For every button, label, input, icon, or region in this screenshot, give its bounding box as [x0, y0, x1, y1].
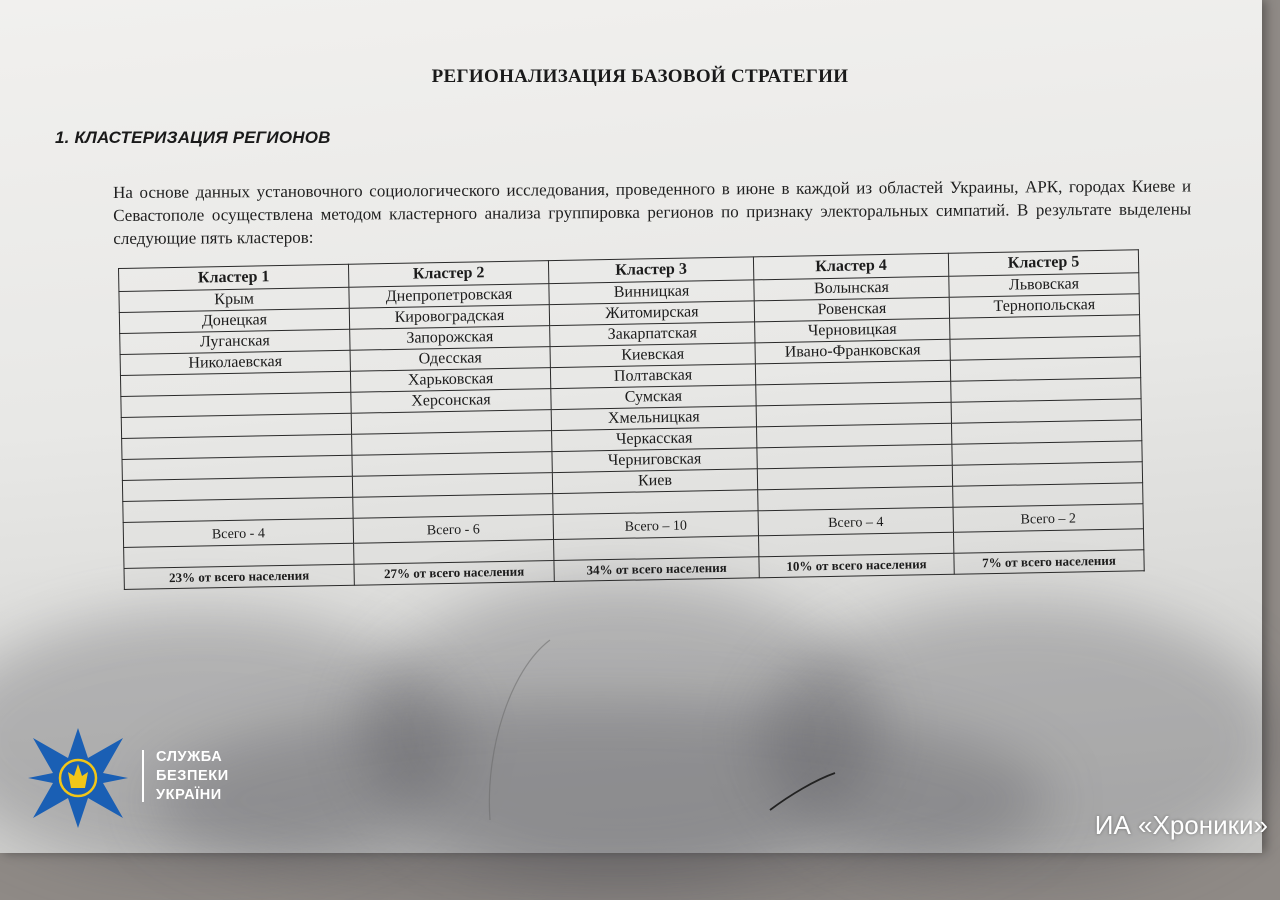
table-cell: Киев — [552, 469, 757, 494]
intro-paragraph: На основе данных установочного социологического исследования, проведенного в июне в каждой из областей Украины, АРК, городах Киеве и Севастополе осуществлена методом кластерного анализа группировка регионов по признаку электоральных симпатий. В результате выделены следующие пять кластеров: — [113, 176, 1192, 248]
table-cell: 7% от всего населения — [954, 550, 1144, 574]
table-cell: Харьковская — [350, 368, 550, 393]
column-header: Кластер 2 — [348, 261, 548, 288]
table-cell: 23% от всего населения — [124, 564, 354, 589]
table-cell: Всего – 10 — [553, 511, 758, 540]
table-cell: Черновицкая — [755, 318, 950, 343]
section-heading: 1. КЛАСТЕРИЗАЦИЯ РЕГИОНОВ — [55, 128, 331, 147]
table-cell: Всего - 6 — [353, 515, 553, 544]
table-cell: Винницкая — [549, 280, 754, 305]
table-cell: Николаевская — [120, 350, 350, 375]
table-cell: Житомирская — [549, 301, 754, 326]
agency-name — [156, 748, 229, 805]
table-cell: Полтавская — [550, 364, 755, 389]
agency-name-line: БЕЗПЕКИ — [156, 768, 229, 784]
clusters-table — [118, 249, 1145, 590]
table-cell: Луганская — [120, 329, 350, 354]
ssu-emblem-icon — [28, 728, 128, 828]
table-cell: Херсонская — [351, 389, 551, 414]
table-cell: Всего – 4 — [758, 507, 953, 536]
column-header: Кластер 1 — [119, 264, 349, 291]
column-header: Кластер 5 — [948, 250, 1138, 276]
pen-scribble — [470, 630, 850, 830]
agency-name-line: УКРАЇНИ — [156, 787, 222, 803]
table-cell: 10% от всего населения — [759, 553, 954, 578]
table-cell: Черкасская — [552, 427, 757, 452]
column-header: Кластер 3 — [548, 257, 753, 284]
table-cell: Сумская — [551, 385, 756, 410]
table-cell: Одесская — [350, 347, 550, 372]
news-agency-credit: ИА «Хроники» — [1094, 810, 1268, 840]
table-cell: Ровенская — [754, 297, 949, 322]
clusters-table-wrapper — [118, 249, 1156, 608]
table-cell: 34% от всего населения — [554, 557, 759, 582]
table-cell: Днепропетровская — [349, 284, 549, 309]
document-title: РЕГИОНАЛИЗАЦИЯ БАЗОВОЙ СТРАТЕГИИ — [431, 66, 849, 87]
table-cell: Тернопольская — [949, 294, 1139, 318]
agency-name-line: СЛУЖБА — [156, 749, 223, 765]
table-cell: Черниговская — [552, 448, 757, 473]
table-cell: Кировоградская — [349, 305, 549, 330]
table-cell: 27% от всего населения — [354, 561, 554, 586]
table-cell: Львовская — [949, 273, 1139, 297]
table-cell: Всего - 4 — [123, 518, 353, 547]
table-cell: Волынская — [754, 276, 949, 301]
logo-divider — [142, 750, 144, 802]
table-cell: Ивано-Франковская — [755, 339, 950, 364]
table-cell: Закарпатская — [550, 322, 755, 347]
table-cell: Запорожская — [350, 326, 550, 351]
table-cell: Всего – 2 — [953, 504, 1143, 532]
table-cell: Крым — [119, 287, 349, 312]
table-cell: Хмельницкая — [551, 406, 756, 431]
table-cell: Киевская — [550, 343, 755, 368]
table-cell: Донецкая — [119, 308, 349, 333]
column-header: Кластер 4 — [753, 253, 948, 280]
